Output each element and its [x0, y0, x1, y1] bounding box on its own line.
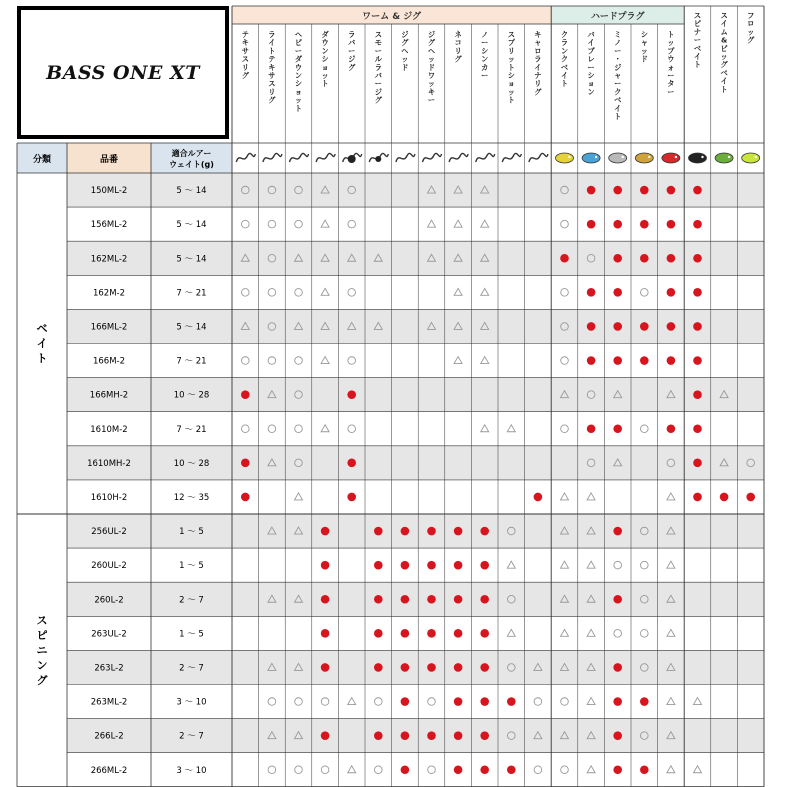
column-label: ジグヘッドワッキー	[427, 30, 436, 105]
mark-best	[401, 731, 410, 740]
model-cell: 260UL-2	[91, 561, 127, 572]
mark-good	[268, 220, 276, 228]
mark-best	[321, 629, 330, 638]
model-cell: 166MH-2	[89, 390, 129, 401]
mark-good	[428, 766, 436, 774]
mark-good	[641, 425, 649, 433]
mark-good	[268, 357, 276, 365]
mark-best	[347, 390, 356, 399]
spinnerbait-icon	[689, 153, 707, 163]
mark-fair	[587, 629, 595, 636]
mark-best	[613, 527, 622, 536]
topwater-icon-body	[662, 153, 680, 163]
mark-best	[693, 356, 702, 365]
mark-best	[427, 561, 436, 570]
weight-header-line1: 適合ルアー	[171, 149, 212, 158]
topwater-icon-eye	[675, 156, 677, 158]
mark-best	[560, 254, 569, 263]
column-label: クランクベイト	[560, 30, 569, 89]
mark-good	[295, 220, 303, 228]
weight-cell: 2 ～ 7	[179, 663, 204, 674]
mark-best	[640, 697, 649, 706]
mark-best	[427, 663, 436, 672]
row-shade	[67, 446, 764, 480]
mark-best	[321, 595, 330, 604]
mark-best	[347, 459, 356, 468]
mark-fair	[428, 220, 436, 227]
column-label: ミノー・ジャークベイト	[614, 30, 622, 121]
mark-best	[321, 731, 330, 740]
mark-best	[667, 220, 676, 229]
column-label: スイム&ビッグベイト	[720, 11, 728, 94]
swimbait-icon-body	[715, 153, 733, 163]
mark-best	[374, 561, 383, 570]
weight-cell: 3 ～ 10	[176, 697, 207, 708]
mark-best	[613, 424, 622, 433]
mark-fair	[667, 766, 675, 773]
mark-fair	[321, 357, 329, 364]
mark-best	[693, 288, 702, 297]
crankbait-icon	[556, 153, 574, 163]
mark-best	[241, 493, 250, 502]
mark-best	[693, 459, 702, 468]
mark-fair	[348, 698, 356, 705]
mark-good	[375, 766, 383, 774]
mark-good	[268, 289, 276, 297]
mark-good	[614, 561, 622, 569]
group-header-label: ワーム & ジグ	[362, 12, 422, 22]
mark-best	[640, 254, 649, 263]
mark-best	[640, 356, 649, 365]
mark-best	[480, 731, 489, 740]
mark-best	[427, 731, 436, 740]
weight-cell: 7 ～ 21	[176, 288, 207, 299]
mark-fair	[454, 220, 462, 227]
frog-icon	[742, 153, 760, 163]
mark-good	[295, 357, 303, 365]
mark-fair	[454, 288, 462, 295]
mark-fair	[507, 629, 515, 636]
category-label: スピニング	[36, 613, 48, 687]
mark-best	[427, 527, 436, 536]
mark-good	[561, 220, 569, 228]
mark-good	[321, 766, 329, 774]
mark-good	[534, 766, 542, 774]
mark-good	[428, 698, 436, 706]
mark-best	[507, 765, 516, 774]
model-cell: 260L-2	[94, 595, 124, 606]
weight-cell: 12 ～ 35	[173, 492, 210, 503]
mark-best	[640, 220, 649, 229]
mark-best	[613, 663, 622, 672]
mark-fair	[481, 220, 489, 227]
model-cell: 166ML-2	[90, 322, 128, 333]
mark-best	[667, 288, 676, 297]
mark-best	[613, 322, 622, 331]
mark-best	[321, 527, 330, 536]
mark-best	[480, 629, 489, 638]
mark-good	[321, 698, 329, 706]
mark-best	[401, 697, 410, 706]
mark-best	[693, 186, 702, 195]
mark-best	[613, 356, 622, 365]
mark-best	[454, 629, 463, 638]
mark-good	[561, 766, 569, 774]
mark-fair	[694, 766, 702, 773]
mark-fair	[295, 493, 303, 500]
mark-best	[374, 663, 383, 672]
mark-good	[348, 425, 356, 433]
mark-good	[268, 425, 276, 433]
vibration-icon	[582, 153, 600, 163]
category-label: ベイト	[36, 322, 48, 365]
crankbait-icon-body	[556, 153, 574, 163]
mark-fair	[667, 698, 675, 705]
vibration-icon-eye	[595, 156, 597, 158]
mark-fair	[321, 425, 329, 432]
column-label: シャッド	[640, 30, 648, 64]
column-label: トップウォーター	[667, 30, 675, 97]
mark-good	[561, 289, 569, 297]
mark-fair	[587, 493, 595, 500]
mark-fair	[561, 629, 569, 636]
mark-good	[348, 357, 356, 365]
mark-good	[641, 289, 649, 297]
column-label: テキサスリグ	[241, 30, 249, 80]
mark-best	[454, 663, 463, 672]
column-label: スモールラバージグ	[374, 30, 382, 105]
mark-best	[640, 186, 649, 195]
logo-text: BASS ONE XT	[46, 61, 200, 84]
weight-cell: 10 ～ 28	[173, 390, 210, 401]
mark-best	[693, 220, 702, 229]
mark-best	[374, 527, 383, 536]
weight-header-line2: ウェイト(g)	[169, 160, 214, 169]
mark-best	[480, 561, 489, 570]
model-header: 品番	[99, 155, 119, 165]
mark-best	[693, 254, 702, 263]
mark-best	[454, 595, 463, 604]
row-shade	[67, 241, 764, 275]
mark-good	[268, 766, 276, 774]
mark-best	[507, 697, 516, 706]
mark-best	[321, 663, 330, 672]
mark-best	[746, 493, 755, 502]
column-label: スピナーベイト	[693, 11, 702, 70]
column-label: フロッグ	[747, 11, 755, 45]
model-cell: 162M-2	[92, 288, 126, 299]
mark-fair	[321, 220, 329, 227]
mark-fair	[694, 698, 702, 705]
mark-best	[401, 595, 410, 604]
mark-best	[401, 765, 410, 774]
mark-fair	[587, 698, 595, 705]
model-cell: 156ML-2	[90, 220, 128, 231]
shad-icon	[635, 153, 653, 163]
mark-best	[374, 731, 383, 740]
brand-logo	[17, 6, 229, 139]
mark-best	[454, 697, 463, 706]
weight-cell: 2 ～ 7	[179, 595, 204, 606]
mark-fair	[667, 493, 675, 500]
row-shade	[67, 173, 764, 207]
mark-good	[268, 698, 276, 706]
mark-best	[693, 493, 702, 502]
mark-fair	[561, 561, 569, 568]
mark-good	[641, 561, 649, 569]
column-label: キャロライナリグ	[534, 30, 542, 97]
weight-cell: 1 ～ 5	[179, 527, 204, 538]
group-header-label: ハードプラグ	[590, 12, 645, 22]
mark-fair	[321, 288, 329, 295]
mark-good	[295, 766, 303, 774]
mark-best	[613, 288, 622, 297]
column-label: ヘビーダウンショット	[294, 30, 303, 113]
mark-fair	[507, 425, 515, 432]
mark-best	[587, 322, 596, 331]
mark-best	[401, 561, 410, 570]
shad-icon-eye	[648, 156, 650, 158]
column-label: ネコリグ	[454, 30, 462, 64]
mark-fair	[481, 357, 489, 364]
mark-best	[480, 527, 489, 536]
mark-best	[613, 220, 622, 229]
column-label: ダウンショット	[321, 30, 329, 89]
swimbait-icon-eye	[728, 156, 730, 158]
mark-best	[587, 424, 596, 433]
mark-best	[427, 629, 436, 638]
weight-cell: 1 ～ 5	[179, 561, 204, 572]
model-cell: 266ML-2	[90, 765, 128, 776]
mark-best	[613, 765, 622, 774]
mark-best	[587, 356, 596, 365]
mark-good	[534, 698, 542, 706]
model-cell: 150ML-2	[90, 186, 128, 197]
mark-best	[454, 561, 463, 570]
weight-cell: 7 ～ 21	[176, 356, 207, 367]
weight-cell: 3 ～ 10	[176, 765, 207, 776]
small-rubber-jig-icon-head	[375, 156, 381, 162]
mark-good	[295, 425, 303, 433]
rubber-jig-icon-head	[348, 155, 356, 163]
column-label: ラバージグ	[348, 30, 356, 72]
row-shade	[67, 650, 764, 684]
mark-best	[613, 697, 622, 706]
mark-fair	[561, 493, 569, 500]
mark-best	[613, 731, 622, 740]
weight-cell: 5 ～ 14	[176, 220, 207, 231]
mark-good	[561, 698, 569, 706]
mark-fair	[454, 357, 462, 364]
mark-best	[321, 561, 330, 570]
mark-fair	[481, 288, 489, 295]
mark-best	[534, 493, 543, 502]
row-shade	[67, 514, 764, 548]
frog-icon-eye	[755, 156, 757, 158]
row-shade	[67, 582, 764, 616]
column-label: バイブレーション	[587, 30, 595, 97]
column-label: ノーシンカー	[481, 30, 489, 80]
weight-cell: 5 ～ 14	[176, 322, 207, 333]
topwater-icon	[662, 153, 680, 163]
model-cell: 162ML-2	[90, 254, 128, 265]
row-shade	[67, 378, 764, 412]
model-cell: 1610MH-2	[87, 458, 131, 469]
mark-best	[480, 765, 489, 774]
mark-best	[374, 595, 383, 604]
swimbait-icon	[715, 153, 733, 163]
mark-best	[720, 493, 729, 502]
mark-fair	[587, 766, 595, 773]
mark-best	[374, 629, 383, 638]
weight-cell: 1 ～ 5	[179, 629, 204, 640]
mark-best	[587, 288, 596, 297]
mark-best	[427, 595, 436, 604]
mark-good	[348, 289, 356, 297]
mark-best	[480, 595, 489, 604]
mark-good	[375, 698, 383, 706]
mark-best	[667, 424, 676, 433]
mark-best	[401, 527, 410, 536]
mark-best	[667, 322, 676, 331]
crankbait-icon-eye	[568, 156, 570, 158]
mark-best	[640, 322, 649, 331]
mark-fair	[348, 766, 356, 773]
model-cell: 256UL-2	[91, 527, 127, 538]
minnow-icon-eye	[622, 156, 624, 158]
mark-good	[295, 289, 303, 297]
mark-best	[401, 663, 410, 672]
mark-best	[613, 186, 622, 195]
model-cell: 263L-2	[94, 663, 124, 674]
mark-good	[242, 220, 250, 228]
mark-good	[242, 425, 250, 433]
column-label: スプリットショット	[507, 30, 515, 105]
mark-fair	[481, 425, 489, 432]
mark-best	[613, 254, 622, 263]
vibration-icon-body	[582, 153, 600, 163]
mark-best	[693, 322, 702, 331]
mark-best	[454, 765, 463, 774]
column-label: ライトテキサスリグ	[268, 30, 276, 105]
mark-best	[693, 424, 702, 433]
mark-best	[667, 254, 676, 263]
mark-best	[401, 629, 410, 638]
mark-best	[347, 493, 356, 502]
mark-good	[242, 357, 250, 365]
mark-good	[242, 289, 250, 297]
mark-good	[348, 220, 356, 228]
shad-icon-body	[635, 153, 653, 163]
mark-best	[454, 731, 463, 740]
model-cell: 166M-2	[92, 356, 126, 367]
mark-best	[480, 697, 489, 706]
weight-cell: 5 ～ 14	[176, 186, 207, 197]
row-shade	[67, 719, 764, 753]
mark-good	[561, 425, 569, 433]
mark-best	[241, 459, 250, 468]
mark-best	[667, 186, 676, 195]
weight-cell: 2 ～ 7	[179, 731, 204, 742]
mark-best	[693, 390, 702, 399]
mark-fair	[587, 561, 595, 568]
model-cell: 263UL-2	[91, 629, 127, 640]
mark-good	[295, 698, 303, 706]
mark-best	[480, 663, 489, 672]
mark-best	[241, 390, 250, 399]
weight-cell: 5 ～ 14	[176, 254, 207, 265]
weight-cell: 7 ～ 21	[176, 424, 207, 435]
mark-best	[587, 220, 596, 229]
category-header: 分類	[32, 155, 52, 165]
mark-best	[667, 356, 676, 365]
minnow-icon-body	[609, 153, 627, 163]
mark-good	[561, 357, 569, 365]
mark-good	[641, 630, 649, 638]
spinnerbait-icon-eye	[701, 156, 703, 158]
mark-good	[614, 630, 622, 638]
row-shade	[67, 309, 764, 343]
mark-best	[587, 186, 596, 195]
model-cell: 1610M-2	[90, 424, 128, 435]
mark-fair	[507, 561, 515, 568]
weight-cell: 10 ～ 28	[173, 458, 210, 469]
model-cell: 266L-2	[94, 731, 124, 742]
column-label: ジグヘッド	[401, 30, 409, 72]
mark-best	[454, 527, 463, 536]
mark-best	[640, 765, 649, 774]
model-cell: 263ML-2	[90, 697, 128, 708]
mark-fair	[667, 561, 675, 568]
frog-icon-body	[742, 153, 760, 163]
minnow-icon	[609, 153, 627, 163]
mark-best	[613, 595, 622, 604]
mark-fair	[667, 629, 675, 636]
model-cell: 1610H-2	[90, 492, 128, 503]
spinnerbait-icon-body	[689, 153, 707, 163]
